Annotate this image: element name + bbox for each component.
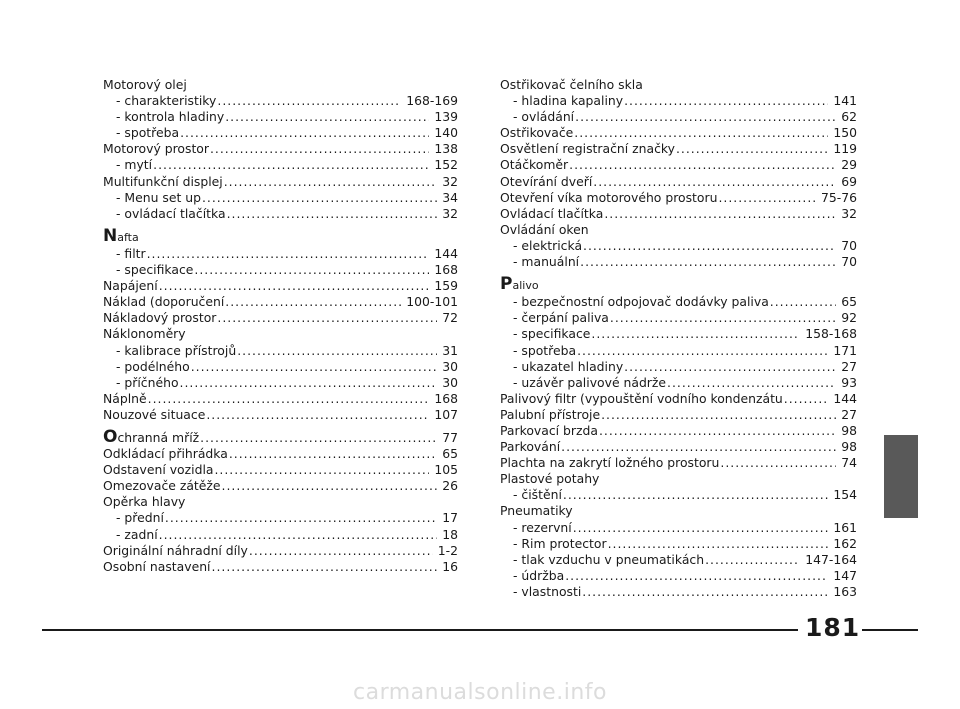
index-entry [500, 141, 857, 157]
page-reference: 62 [841, 109, 857, 125]
index-subentry [103, 157, 458, 173]
dot-leader [217, 310, 437, 326]
entry-label: - příčného [116, 374, 179, 390]
index-entry [103, 543, 458, 559]
index-entry [103, 559, 458, 575]
page-reference: 144 [833, 390, 857, 406]
entry-label: - čerpání paliva [513, 310, 609, 326]
dot-leader [165, 510, 437, 526]
index-subentry [500, 487, 857, 503]
index-entry [500, 206, 857, 222]
page-reference: 27 [841, 358, 857, 374]
entry-label: - specifikace [513, 326, 591, 342]
index-entry [103, 391, 458, 407]
index-subentry [500, 359, 857, 375]
dot-leader [601, 407, 836, 423]
index-heading: Motorový olej [103, 77, 187, 92]
page-reference: 32 [442, 205, 458, 221]
dot-leader [225, 109, 429, 125]
page-reference: 69 [841, 173, 857, 189]
entry-label: - údržba [513, 567, 565, 583]
index-subentry [500, 326, 857, 342]
entry-label: Nouzové situace [103, 406, 206, 422]
dot-leader [583, 238, 836, 254]
index-subentry [500, 109, 857, 125]
dot-leader [591, 326, 800, 342]
entry-label: - filtr [116, 245, 146, 261]
watermark: carmanualsonline.info [353, 680, 607, 705]
page-reference: 152 [434, 157, 458, 173]
entry-label: Plachta na zakrytí ložného prostoru [500, 455, 720, 471]
page-reference: 141 [833, 93, 857, 109]
page-reference: 93 [841, 374, 857, 390]
page-reference: 77 [442, 429, 458, 445]
entry-label: - ovládání [513, 109, 575, 125]
entry-label: - elektrická [513, 237, 583, 253]
index-subentry [500, 343, 857, 359]
footer-rule-left [42, 629, 798, 631]
dot-leader [624, 359, 836, 375]
page-reference: 70 [841, 237, 857, 253]
dot-leader [180, 375, 438, 391]
page-reference: 168 [434, 262, 458, 278]
index-subentry [500, 375, 857, 391]
dot-leader [206, 407, 429, 423]
entry-label: - spotřeba [116, 125, 180, 141]
dot-leader [705, 552, 800, 568]
page-reference: 150 [833, 125, 857, 141]
dot-leader [225, 294, 401, 310]
dot-leader [565, 568, 828, 584]
entry-label: - specifikace [116, 262, 194, 278]
index-subentry [103, 510, 458, 526]
dot-leader [604, 206, 836, 222]
index-subentry [103, 375, 458, 391]
index-heading: Opěrka hlavy [103, 494, 186, 510]
index-subentry [500, 238, 857, 254]
dot-leader [222, 478, 438, 494]
dot-leader [593, 174, 836, 190]
index-entry [500, 455, 857, 471]
entry-label: Otáčkoměr [500, 157, 569, 173]
index-subentry [103, 125, 458, 141]
page-reference: 168 [434, 390, 458, 406]
index-subentry [103, 206, 458, 222]
entry-label: - kalibrace přístrojů [116, 342, 237, 358]
entry-label: Palubní přístroje [500, 406, 601, 422]
index-subentry [500, 93, 857, 109]
index-column-left [103, 77, 458, 575]
dot-leader [580, 254, 836, 270]
section-letter-heading [500, 276, 857, 294]
index-entry [103, 278, 458, 294]
page-reference: 30 [442, 374, 458, 390]
section-heading-rest: afta [117, 230, 139, 244]
index-heading: Náklonoměry [103, 326, 186, 342]
entry-label: Multifunkční displej [103, 173, 223, 189]
dot-leader [676, 141, 828, 157]
entry-label: Osvětlení registrační značky [500, 141, 675, 157]
page-reference: 17 [442, 510, 458, 526]
dot-leader [153, 157, 429, 173]
page-reference: 168-169 [406, 93, 458, 109]
index-entry [103, 294, 458, 310]
section-heading-rest: chranná mříž [117, 429, 200, 445]
page-reference: 31 [442, 342, 458, 358]
index-entry [500, 174, 857, 190]
page-reference: 75-76 [820, 189, 857, 205]
index-subentry [103, 359, 458, 375]
page-reference: 100-101 [406, 294, 458, 310]
entry-label: - Menu set up [116, 189, 201, 205]
dot-leader [159, 278, 430, 294]
entry-label: Odkládací přihrádka [103, 446, 228, 462]
page-reference: 29 [841, 157, 857, 173]
dot-leader [608, 536, 829, 552]
index-entry [103, 462, 458, 478]
index-subentry [103, 246, 458, 262]
index-entry [103, 426, 458, 447]
entry-label: Náplně [103, 390, 147, 406]
footer-rule-right [862, 629, 918, 631]
entry-label: - ukazatel hladiny [513, 358, 624, 374]
entry-label: - hladina kapaliny [513, 93, 624, 109]
page-reference: 70 [841, 254, 857, 270]
chapter-tab [884, 435, 918, 518]
page-reference: 18 [442, 526, 458, 542]
page-reference: 139 [434, 109, 458, 125]
index-heading: Ovládání oken [500, 221, 589, 237]
page-reference: 26 [442, 478, 458, 494]
entry-label: Originální náhradní díly [103, 542, 248, 558]
entry-label: - spotřeba [513, 342, 577, 358]
dot-leader [561, 439, 836, 455]
entry-label: - tlak vzduchu v pneumatikách [513, 551, 705, 567]
index-entry [500, 190, 857, 206]
dot-leader [148, 391, 430, 407]
index-column-right [500, 77, 857, 600]
index-entry [500, 423, 857, 439]
section-letter-heading [103, 225, 458, 246]
page-reference: 140 [434, 125, 458, 141]
dot-leader [194, 262, 429, 278]
page-reference: 147 [833, 567, 857, 583]
dot-leader [610, 310, 836, 326]
index-subentry [500, 254, 857, 270]
index-subentry [103, 190, 458, 206]
entry-label: Parkovací brzda [500, 422, 598, 438]
dot-leader [224, 174, 438, 190]
entry-label: - rezervní [513, 519, 572, 535]
entry-label: - vlastnosti [513, 583, 582, 599]
entry-label: - Rim protector [513, 535, 607, 551]
page-reference: 98 [841, 422, 857, 438]
index-heading: Pneumatiky [500, 503, 573, 519]
entry-label: - přední [116, 510, 164, 526]
index-subentry [500, 568, 857, 584]
entry-label [103, 426, 200, 447]
page-reference: 105 [434, 462, 458, 478]
dot-leader [210, 141, 429, 157]
page-reference: 162 [833, 535, 857, 551]
dot-leader [582, 584, 828, 600]
index-subentry [500, 520, 857, 536]
index-subentry [500, 584, 857, 600]
entry-label: - manuální [513, 254, 580, 270]
dot-leader [577, 343, 828, 359]
entry-label: - mytí [116, 157, 153, 173]
dot-leader [180, 125, 429, 141]
dot-leader [159, 527, 438, 543]
index-entry [500, 439, 857, 455]
index-heading: Plastové potahy [500, 471, 600, 487]
entry-label: - uzávěr palivové nádrže [513, 374, 667, 390]
entry-label: - charakteristiky [116, 93, 217, 109]
entry-label: - zadní [116, 526, 158, 542]
index-entry [103, 478, 458, 494]
page-number: 181 [805, 613, 861, 642]
section-initial: N [103, 225, 118, 246]
index-entry [103, 407, 458, 423]
page-reference: 98 [841, 439, 857, 455]
page-reference: 74 [841, 455, 857, 471]
entry-label: Parkování [500, 439, 561, 455]
dot-leader [212, 559, 438, 575]
page-reference: 65 [442, 446, 458, 462]
entry-label: Otevírání dveří [500, 173, 593, 189]
dot-leader [249, 543, 433, 559]
dot-leader [574, 125, 828, 141]
index-entry [500, 391, 857, 407]
index-subentry [103, 527, 458, 543]
dot-leader [563, 487, 828, 503]
entry-label: Napájení [103, 278, 158, 294]
dot-leader [214, 462, 429, 478]
index-entry [103, 446, 458, 462]
page-reference: 147-164 [805, 551, 857, 567]
dot-leader [147, 246, 430, 262]
section-heading-rest: alivo [512, 279, 539, 293]
page-reference: 92 [841, 310, 857, 326]
index-subentry [103, 262, 458, 278]
dot-leader [720, 455, 836, 471]
dot-leader [229, 446, 437, 462]
dot-leader [217, 93, 401, 109]
index-subentry [103, 109, 458, 125]
dot-leader [667, 375, 836, 391]
entry-label: Nákladový prostor [103, 310, 217, 326]
index-subentry [103, 93, 458, 109]
index-subentry [500, 310, 857, 326]
index-entry [500, 407, 857, 423]
page-reference: 144 [434, 245, 458, 261]
entry-label: Osobní nastavení [103, 558, 211, 574]
index-subentry [500, 294, 857, 310]
page-reference: 158-168 [805, 326, 857, 342]
dot-leader [718, 190, 816, 206]
page-reference: 161 [833, 519, 857, 535]
index-entry [500, 157, 857, 173]
index-entry [103, 310, 458, 326]
dot-leader [599, 423, 836, 439]
dot-leader [569, 157, 836, 173]
section-initial: P [500, 274, 513, 295]
entry-label: Ostřikovače [500, 125, 574, 141]
page-reference: 138 [434, 141, 458, 157]
entry-label: Omezovače zátěže [103, 478, 221, 494]
index-heading: Ostřikovač čelního skla [500, 77, 643, 92]
index-entry [103, 141, 458, 157]
index-entry [500, 125, 857, 141]
dot-leader [575, 109, 836, 125]
page-reference: 119 [833, 141, 857, 157]
page-reference: 107 [434, 406, 458, 422]
page-reference: 34 [442, 189, 458, 205]
dot-leader [200, 430, 437, 446]
dot-leader [237, 343, 437, 359]
page-reference: 1-2 [437, 542, 458, 558]
page-reference: 171 [833, 342, 857, 358]
page-reference: 65 [841, 294, 857, 310]
entry-label: Otevření víka motorového prostoru [500, 189, 718, 205]
dot-leader [202, 190, 437, 206]
page-reference: 163 [833, 583, 857, 599]
entry-label: - bezpečnostní odpojovač dodávky paliva [513, 294, 769, 310]
entry-label: Ovládací tlačítka [500, 205, 604, 221]
dot-leader [784, 391, 829, 407]
entry-label: Odstavení vozidla [103, 462, 214, 478]
entry-label: - ovládací tlačítka [116, 205, 226, 221]
index-entry [103, 174, 458, 190]
page-reference: 16 [442, 558, 458, 574]
dot-leader [191, 359, 438, 375]
entry-label: - čištění [513, 487, 562, 503]
dot-leader [770, 294, 836, 310]
entry-label: Náklad (doporučení [103, 294, 225, 310]
dot-leader [227, 206, 438, 222]
index-subentry [103, 343, 458, 359]
page-reference: 32 [841, 205, 857, 221]
page-reference: 32 [442, 173, 458, 189]
page-reference: 30 [442, 358, 458, 374]
entry-label: Palivový filtr (vypouštění vodního kondenzátu [500, 390, 783, 406]
entry-label: - podélného [116, 358, 190, 374]
page-reference: 72 [442, 310, 458, 326]
entry-label: - kontrola hladiny [116, 109, 225, 125]
section-initial: O [103, 426, 118, 447]
entry-label: Motorový prostor [103, 141, 209, 157]
index-subentry [500, 552, 857, 568]
index-subentry [500, 536, 857, 552]
page-reference: 27 [841, 406, 857, 422]
dot-leader [624, 93, 828, 109]
page-reference: 159 [434, 278, 458, 294]
page-reference: 154 [833, 487, 857, 503]
dot-leader [573, 520, 829, 536]
